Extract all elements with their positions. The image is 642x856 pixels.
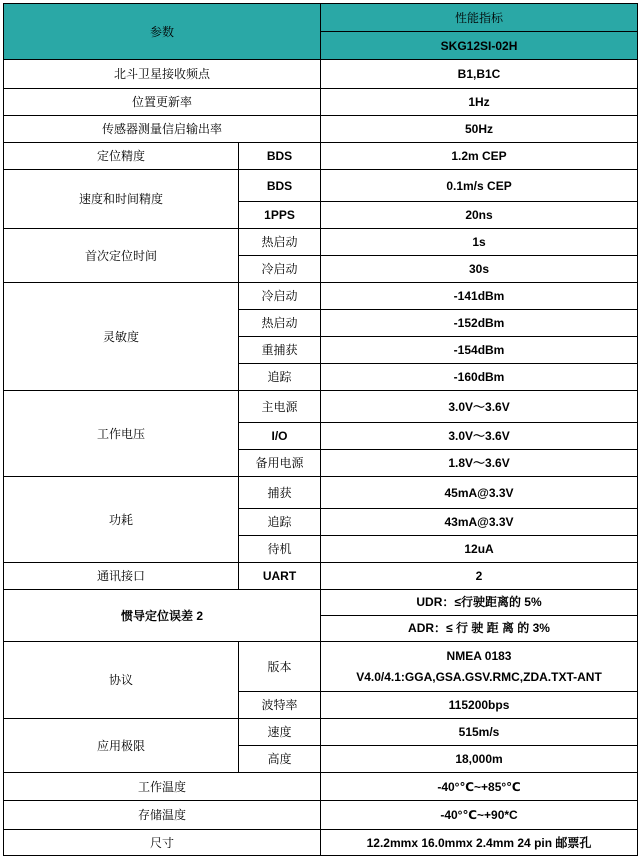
row-sub: 备用电源 bbox=[239, 450, 321, 477]
row-value: 0.1m/s CEP bbox=[321, 170, 638, 202]
row-sub: 速度 bbox=[239, 719, 321, 746]
row-label: 尺寸 bbox=[4, 830, 321, 856]
row-sub: 主电源 bbox=[239, 391, 321, 423]
row-sub: UART bbox=[239, 563, 321, 590]
row-label: 定位精度 bbox=[4, 143, 239, 170]
row-sub: 捕获 bbox=[239, 477, 321, 509]
row-sub: 冷启动 bbox=[239, 283, 321, 310]
row-value: 115200bps bbox=[321, 692, 638, 719]
header-perf: 性能指标 bbox=[321, 4, 638, 32]
row-value: 43mA@3.3V bbox=[321, 509, 638, 536]
row-sub: 1PPS bbox=[239, 202, 321, 229]
row-label: 首次定位时间 bbox=[4, 229, 239, 283]
row-value: 1s bbox=[321, 229, 638, 256]
row-label: 功耗 bbox=[4, 477, 239, 563]
row-label: 北斗卫星接收频点 bbox=[4, 60, 321, 89]
row-value: -154dBm bbox=[321, 337, 638, 364]
row-label: 协议 bbox=[4, 642, 239, 719]
row-label: 惯导定位误差 2 bbox=[4, 590, 321, 642]
protocol-sentences: V4.0/4.1:GGA,GSA.GSV.RMC,ZDA.TXT-ANT bbox=[356, 669, 602, 684]
row-value: 12.2mmx 16.0mmx 2.4mm 24 pin 邮票孔 bbox=[321, 830, 638, 856]
row-label: 应用极限 bbox=[4, 719, 239, 773]
row-sub: 热启动 bbox=[239, 310, 321, 337]
row-value: -40°℃~+85°℃ bbox=[321, 773, 638, 801]
row-sub: 版本 bbox=[239, 642, 321, 692]
row-value: 1.8V～3.6V bbox=[321, 450, 638, 477]
row-value: 515m/s bbox=[321, 719, 638, 746]
row-label: 通讯接口 bbox=[4, 563, 239, 590]
row-sub: I/O bbox=[239, 423, 321, 450]
row-sub: 高度 bbox=[239, 746, 321, 773]
row-label: 位置更新率 bbox=[4, 89, 321, 116]
row-value: 30s bbox=[321, 256, 638, 283]
row-value: -160dBm bbox=[321, 364, 638, 391]
adr-value: ADR：≤ 行 驶 距 离 的 3% bbox=[321, 615, 637, 637]
row-sub: 冷启动 bbox=[239, 256, 321, 283]
spec-table bbox=[3, 3, 638, 856]
row-value-group bbox=[321, 590, 638, 642]
row-value: -152dBm bbox=[321, 310, 638, 337]
row-value: 2 bbox=[321, 563, 638, 590]
row-value: 45mA@3.3V bbox=[321, 477, 638, 509]
row-label: 工作电压 bbox=[4, 391, 239, 477]
row-label: 传感器测量信启输出率 bbox=[4, 116, 321, 143]
row-sub: 重捕获 bbox=[239, 337, 321, 364]
row-value: 50Hz bbox=[321, 116, 638, 143]
row-value: -141dBm bbox=[321, 283, 638, 310]
row-sub: 热启动 bbox=[239, 229, 321, 256]
row-value: 1.2m CEP bbox=[321, 143, 638, 170]
row-sub: 追踪 bbox=[239, 509, 321, 536]
row-value: B1,B1C bbox=[321, 60, 638, 89]
row-sub: BDS bbox=[239, 170, 321, 202]
row-label: 灵敏度 bbox=[4, 283, 239, 391]
row-value-group bbox=[321, 642, 638, 692]
row-sub: BDS bbox=[239, 143, 321, 170]
row-sub: 追踪 bbox=[239, 364, 321, 391]
row-value: 3.0V～3.6V bbox=[321, 391, 638, 423]
header-model: SKG12SI-02H bbox=[321, 32, 638, 60]
row-value: 18,000m bbox=[321, 746, 638, 773]
row-label: 工作温度 bbox=[4, 773, 321, 801]
protocol-version: NMEA 0183 bbox=[446, 648, 512, 663]
row-value: 1Hz bbox=[321, 89, 638, 116]
udr-value: UDR：≤行驶距离的 5% bbox=[416, 595, 542, 609]
row-label: 存储温度 bbox=[4, 801, 321, 830]
row-value: 20ns bbox=[321, 202, 638, 229]
row-sub: 待机 bbox=[239, 536, 321, 563]
row-value: 3.0V～3.6V bbox=[321, 423, 638, 450]
row-label: 速度和时间精度 bbox=[4, 170, 239, 229]
row-value: 12uA bbox=[321, 536, 638, 563]
row-sub: 波特率 bbox=[239, 692, 321, 719]
header-param: 参数 bbox=[4, 4, 321, 60]
row-value: -40°℃~+90*C bbox=[321, 801, 638, 830]
